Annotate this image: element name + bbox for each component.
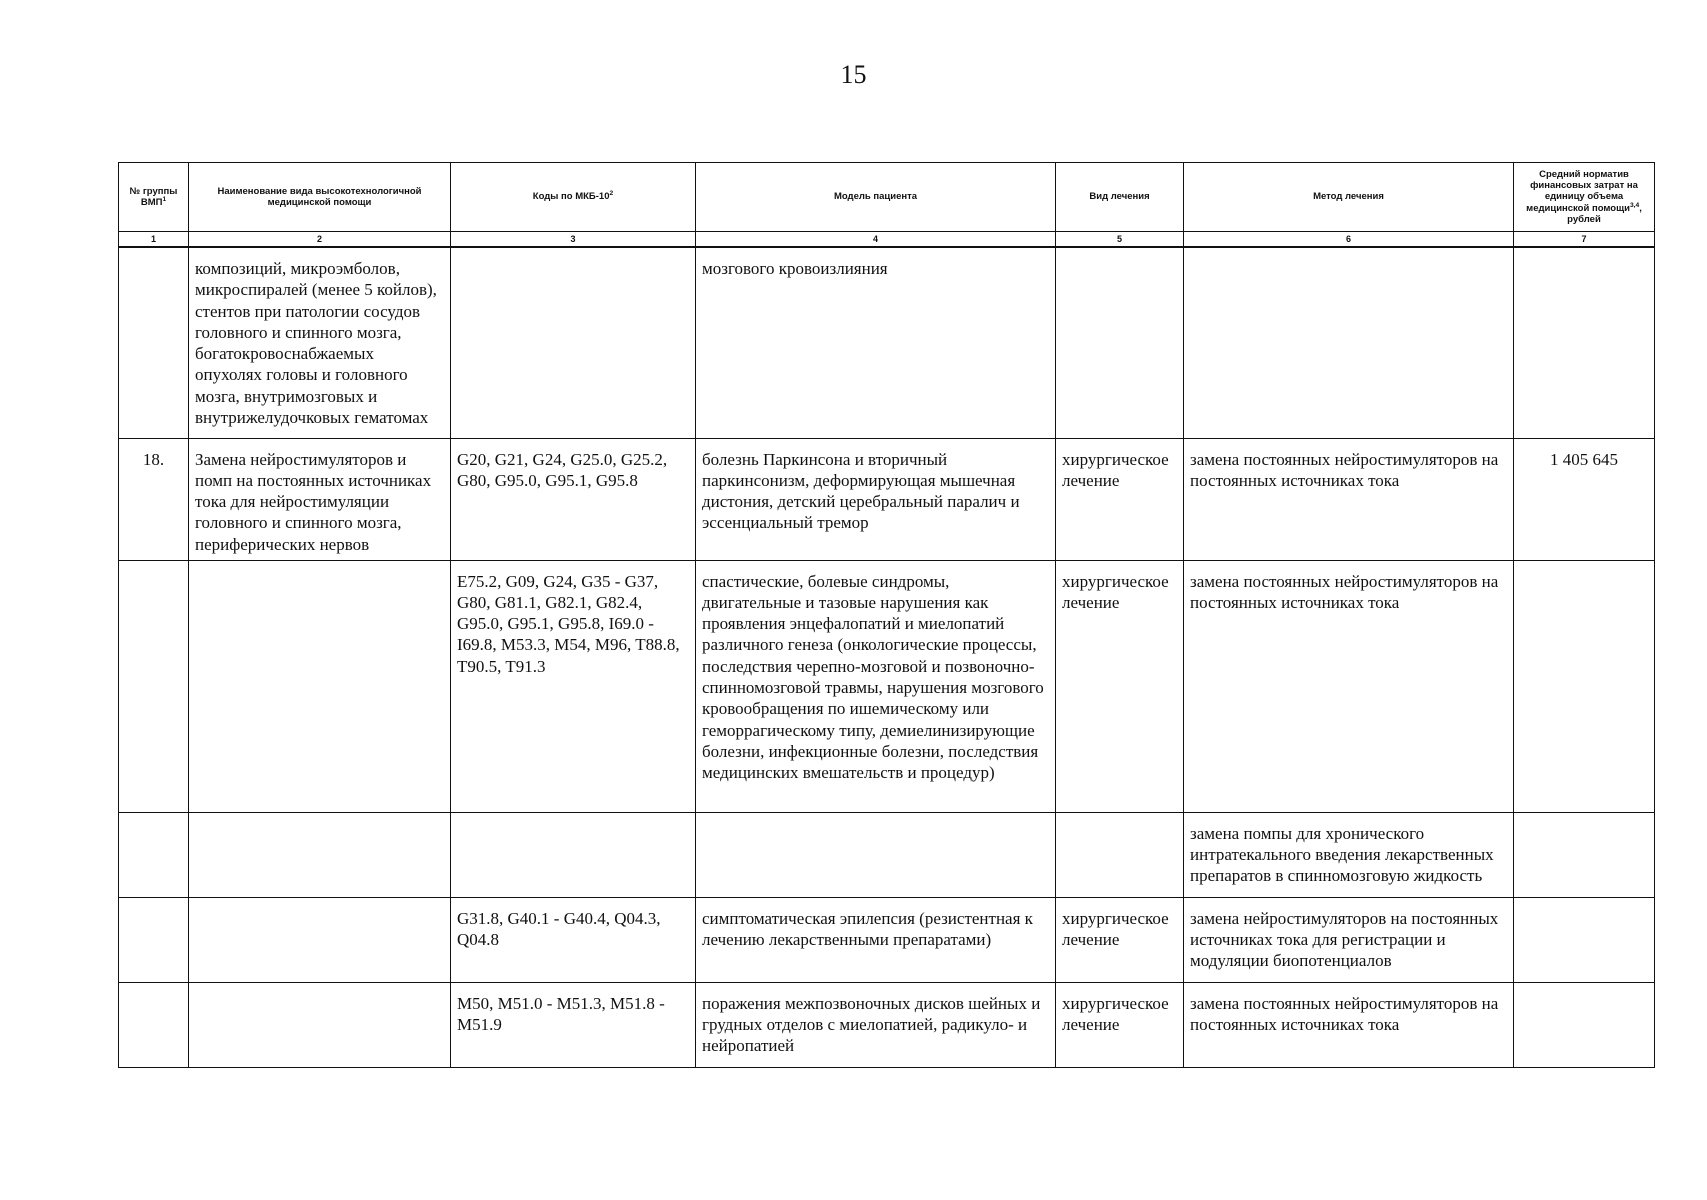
header-method: Метод лечения: [1184, 163, 1514, 232]
cell-group: 18.: [119, 438, 189, 560]
cell-model: болезнь Паркинсона и вторичный паркинсонизм, деформирующая мышечная дистония, детский церебральный паралич и эссенциальный тремор: [696, 438, 1056, 560]
column-number: 2: [189, 232, 451, 248]
header-model: Модель пациента: [696, 163, 1056, 232]
cell-name: [189, 812, 451, 897]
cell-cost: [1514, 812, 1655, 897]
cell-group: [119, 560, 189, 812]
column-number: 3: [451, 232, 696, 248]
header-type: Вид лечения: [1056, 163, 1184, 232]
table-row: [119, 438, 1655, 560]
cell-name: композиций, микроэмболов, микроспиралей (менее 5 койлов), стентов при патологии сосудов головного и спинного мозга, богатокровоснабжаемых опухолях головы и головного мозга, внутримозговых и внутрижелудочковых гематомах: [189, 247, 451, 438]
cell-cost: [1514, 247, 1655, 438]
cell-model: симптоматическая эпилепсия (резистентная к лечению лекарственными препаратами): [696, 897, 1056, 982]
header-name: Наименование вида высокотехнологичной медицинской помощи: [189, 163, 451, 232]
column-number-row: [119, 232, 1655, 248]
cell-codes: E75.2, G09, G24, G35 - G37, G80, G81.1, G82.1, G82.4, G95.0, G95.1, G95.8, I69.0 - I69.8, M53.3, M54, M96, T88.8, T90.5, T91.3: [451, 560, 696, 812]
cell-method: [1184, 247, 1514, 438]
table-row: [119, 982, 1655, 1067]
cell-codes: [451, 247, 696, 438]
cell-type: хирургическое лечение: [1056, 982, 1184, 1067]
cell-type: хирургическое лечение: [1056, 560, 1184, 812]
cell-model: спастические, болевые синдромы, двигательные и тазовые нарушения как проявления энцефалопатий и миелопатий различного генеза (онкологические процессы, последствия черепно-мозговой и позвоночно-спинномозговой травмы, нарушения мозгового кровообращения по ишемическому или геморрагическому типу, демиелинизирующие болезни, инфекционные болезни, последствия медицинских вмешательств и процедур): [696, 560, 1056, 812]
cell-name: [189, 560, 451, 812]
cell-group: [119, 247, 189, 438]
header-row: [119, 163, 1655, 232]
column-number: 5: [1056, 232, 1184, 248]
cell-model: поражения межпозвоночных дисков шейных и грудных отделов с миелопатией, радикуло- и нейропатией: [696, 982, 1056, 1067]
table-row: [119, 560, 1655, 812]
cell-cost: [1514, 982, 1655, 1067]
vmp-table: [118, 162, 1655, 1068]
cell-group: [119, 897, 189, 982]
cell-cost: [1514, 560, 1655, 812]
cell-group: [119, 812, 189, 897]
cell-model: [696, 812, 1056, 897]
cell-codes: [451, 812, 696, 897]
cell-codes: G20, G21, G24, G25.0, G25.2, G80, G95.0, G95.1, G95.8: [451, 438, 696, 560]
column-number: 7: [1514, 232, 1655, 248]
cell-method: замена нейростимуляторов на постоянных источниках тока для регистрации и модуляции биопотенциалов: [1184, 897, 1514, 982]
cell-method: замена постоянных нейростимуляторов на постоянных источниках тока: [1184, 982, 1514, 1067]
page-number: 15: [840, 60, 867, 89]
header-cost: Средний норматив финансовых затрат на единицу объема медицинской помощи$^{3,4}$, рублей: [1514, 163, 1655, 232]
header-group: № группы ВМП$^1$: [119, 163, 189, 232]
cell-method: замена постоянных нейростимуляторов на постоянных источниках тока: [1184, 560, 1514, 812]
cell-name: [189, 982, 451, 1067]
cell-name: Замена нейростимуляторов и помп на постоянных источниках тока для нейростимуляции головного и спинного мозга, периферических нервов: [189, 438, 451, 560]
cell-type: хирургическое лечение: [1056, 438, 1184, 560]
cell-name: [189, 897, 451, 982]
table-row: [119, 247, 1655, 438]
column-number: 4: [696, 232, 1056, 248]
column-number: 1: [119, 232, 189, 248]
header-codes: Коды по МКБ-$10^2$: [451, 163, 696, 232]
cell-type: хирургическое лечение: [1056, 897, 1184, 982]
cell-group: [119, 982, 189, 1067]
cell-model: мозгового кровоизлияния: [696, 247, 1056, 438]
cell-cost: [1514, 897, 1655, 982]
cell-type: [1056, 812, 1184, 897]
cell-codes: G31.8, G40.1 - G40.4, Q04.3, Q04.8: [451, 897, 696, 982]
cell-cost: 1 405 645: [1514, 438, 1655, 560]
cell-method: замена постоянных нейростимуляторов на постоянных источниках тока: [1184, 438, 1514, 560]
cell-codes: M50, M51.0 - M51.3, M51.8 - M51.9: [451, 982, 696, 1067]
table-row: [119, 897, 1655, 982]
column-number: 6: [1184, 232, 1514, 248]
cell-type: [1056, 247, 1184, 438]
table-row: [119, 812, 1655, 897]
cell-method: замена помпы для хронического интратекального введения лекарственных препаратов в спинномозговую жидкость: [1184, 812, 1514, 897]
